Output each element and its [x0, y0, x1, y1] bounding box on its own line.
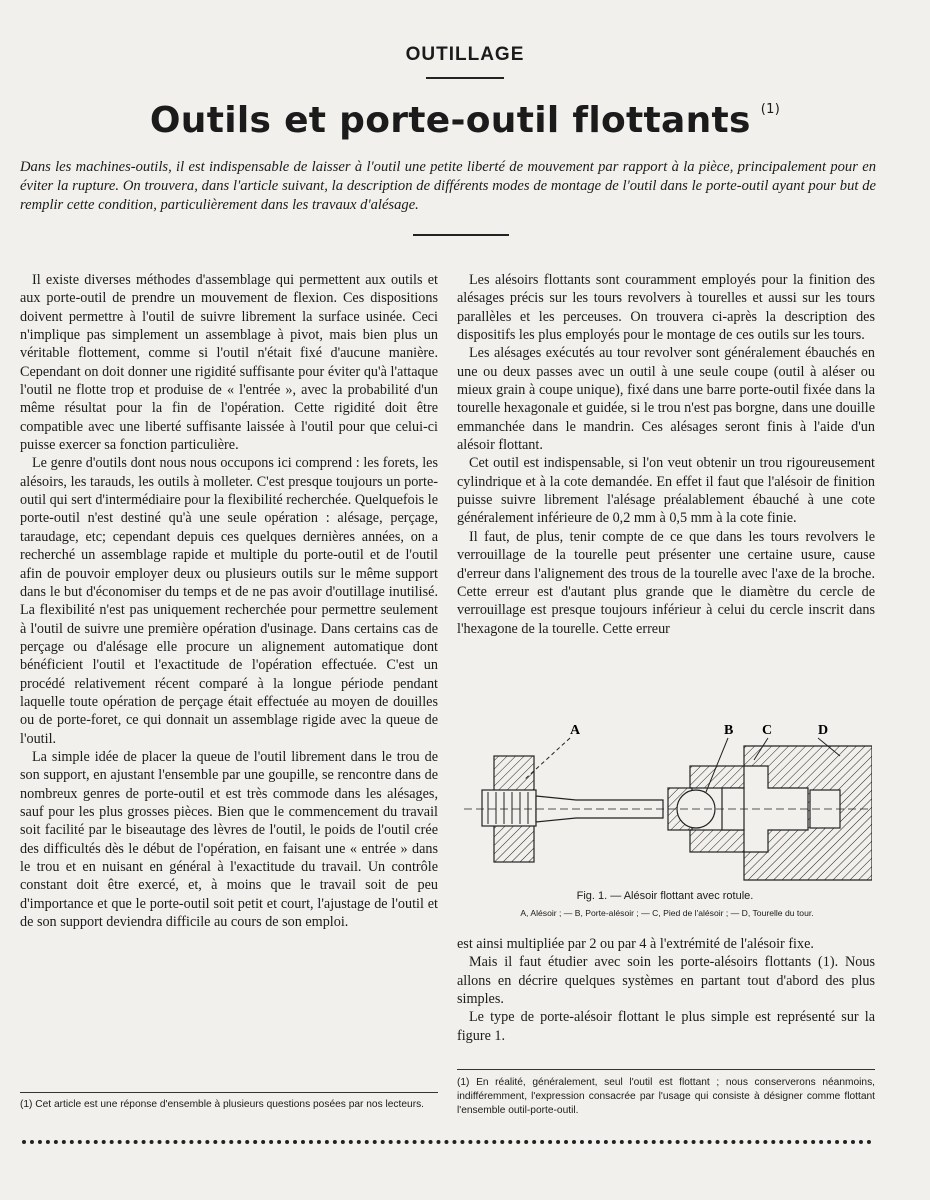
turret [744, 746, 872, 880]
label-a: A [570, 723, 581, 738]
label-c: C [762, 723, 773, 738]
footnote-rule-left [20, 1092, 438, 1093]
header-rule [426, 77, 504, 79]
paragraph: Le genre d'outils dont nous nous occupons ici comprend : les forets, les alésoirs, les tarauds, les outils à molleter. C'est presque toujours un porte-outil qui sert d'intermédiaire pour la flexibilité recherchée. Quelquefois le porte-outil n'est destiné qu'à une seule opération : alésage, perçage, taraudage, etc; cependant depuis ces quelques dernières années, on a recherché un assemblage rapide et multiple du porte-outil et de l'outil afin de pouvoir employer deux ou plusieurs outils sur le même support dans le but d'économiser du temps et de ne pas avoir d'outillage inutilisé. La flexibilité n'est pas uniquement recherchée pour permettre seulement à l'outil de suivre une première opération d'usinage. Dans certains cas de perçage ou d'alésage elle procure un alignement automatique dont bénéficient l'outil et l'exactitude de l'opération effectuée. C'est un procédé relativement récent comparé à la longue période pendant laquelle toute opération de perçage était effectuée au moyen de douilles ou de porte-foret, ce qui donnait un assemblage rigide avec la queue de l'outil. [20, 455, 438, 747]
reamer-flutes [482, 790, 536, 826]
paragraph: Cet outil est indispensable, si l'on veut obtenir un trou rigoureusement cylindrique et à la cote demandée. En effet il faut que l'alésoir de finition puisse suivre librement l'alésage préalablement ébauché à une cote généralement inférieure de 0,2 mm à 0,5 mm à la cote finie. [457, 455, 875, 527]
right-column-continued [457, 935, 875, 1045]
paragraph: Mais il faut étudier avec soin les porte-alésoirs flottants (1). Nous allons en décrire quelques systèmes en partant tout d'abord des plus simples. [457, 954, 875, 1008]
paragraph: Il existe diverses méthodes d'assemblage qui permettent aux outils et aux porte-outil de prendre un mouvement de flexion. Ces dispositions doivent permettre à l'outil de suivre librement la surface usinée. Ceci n'implique pas simplement un assemblage à pivot, mais bien plus un véritable flottement, comme si l'outil n'était fixé d'aucune manière. Cependant on doit donner une rigidité suffisante pour éviter qu'à l'attaque l'outil ne flotte trop et produise de « l'entrée », avec la probabilité d'un même résultat pour la fin de l'opération. Cette rigidité doit être compatible avec une liberté suffisante laissée à l'outil pour que celui-ci puisse exercer sa fonction particulière. [20, 272, 438, 454]
article-title-block [0, 100, 930, 141]
footnote-left: (1) Cet article est une réponse d'ensemble à plusieurs questions posées par nos lecteurs. [20, 1099, 425, 1110]
paragraph: Les alésages exécutés au tour revolver sont généralement ébauchés en une ou deux passes avec un outil à une seule coupe (outil à aléser ou mieux grain à coupe unique), fixé dans une barre porte-outil fixée dans la tourelle hexagonale et guidée, si le trou n'est pas borgne, dans une douille emmanchée dans le mandrin. Ces alésages seront finis à l'aide d'un alésoir flottant. [457, 345, 875, 454]
paragraph: La simple idée de placer la queue de l'outil librement dans le trou de son support, en ajustant l'ensemble par une goupille, se rencontre dans de nombreux genres de porte-outil et est très commode dans les alésages, sauf pour les plus grosses pièces. Bien que le commencement du travail soit facilité par le biseautage des lèvres de l'outil, le poids de l'outil crée des difficultés dès le début de l'opération, en faisant une « entrée » dans le trou et en nuisant en général à l'exactitude du travail. Un contrôle constant doit être exercé, et, à moins que le travail soit de peu d'importance et que le porte-outil soit petit et court, l'ajustage de l'outil et de son support deviendra difficile au cours de son emploi. [20, 748, 438, 931]
page-bottom-dotted-rule [22, 1140, 872, 1144]
paragraph: Le type de porte-alésoir flottant le plus simple est représenté sur la figure 1. [457, 1009, 875, 1044]
article-title: Outils et porte-outil flottants [149, 100, 751, 141]
intro-rule [413, 234, 509, 236]
article-intro: Dans les machines-outils, il est indispensable de laisser à l'outil une petite liberté de mouvement par rapport à la pièce, principalement pour en éviter la rupture. On trouvera, dans l'article suivant, la description de différents modes de montage de l'outil dans le porte-outil ayant pour but de remplir cette condition, particulièrement dans les travaux d'alésage. [20, 159, 876, 213]
label-d: D [818, 723, 829, 738]
paragraph: Les alésoirs flottants sont couramment employés pour la finition des alésages précis sur les tours revolvers à tourelles et aussi sur les tours parallèles et les perceuses. On trouvera ci-après la description des dispositifs les plus employés pour le montage de ces outils sur les tours. [457, 272, 875, 344]
label-b: B [724, 723, 734, 738]
section-label: OUTILLAGE [405, 44, 525, 65]
title-footnote-marker: (1) [760, 102, 781, 117]
right-column [457, 271, 875, 638]
figure-legend: A, Alésoir ; — B, Porte-alésoir ; — C, Pied de l'alésoir ; — D, Tourelle du tour. [520, 908, 814, 918]
footnote-right: (1) En réalité, généralement, seul l'outil est flottant ; nous conserverons néanmoins, indifféremment, l'expression consacrée par l'usage qui consiste à désigner comme flottant l'ensemble outil-porte-outil. [457, 1077, 875, 1116]
paragraph: Il faut, de plus, tenir compte de ce que dans les tours revolvers le verrouillage de la tourelle peut présenter une certaine usure, cause d'erreur dans l'alignement des trous de la tourelle avec l'axe de la broche. Cette erreur est d'autant plus grande que le diamètre du cercle de verrouillage est presque toujours inférieur à celui du cercle inscrit dans l'hexagone de la tourelle. Cette erreur [457, 528, 875, 637]
figure-floating-reamer [458, 720, 872, 884]
paragraph: est ainsi multipliée par 2 ou par 4 à l'extrémité de l'alésoir fixe. [457, 936, 814, 952]
footnote-rule-right [457, 1069, 875, 1070]
left-column [20, 271, 438, 931]
figure-caption: Fig. 1. — Alésoir flottant avec rotule. [576, 890, 754, 902]
